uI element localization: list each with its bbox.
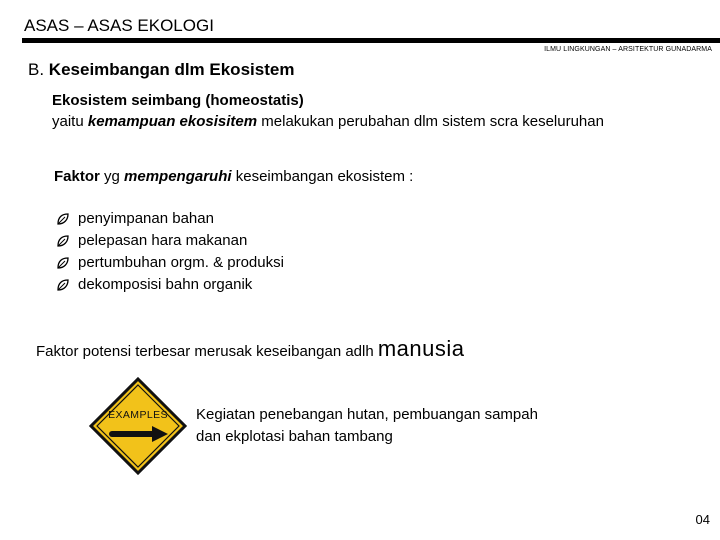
example-line-2: dan ekplotasi bahan tambang bbox=[196, 428, 393, 445]
definition-heading: Ekosistem seimbang (homeostatis) bbox=[52, 92, 304, 109]
definition-block bbox=[52, 90, 604, 132]
list-item-text: penyimpanan bahan bbox=[78, 210, 214, 227]
section-title bbox=[28, 60, 294, 80]
list-item bbox=[56, 252, 284, 274]
examples-road-sign-icon bbox=[88, 376, 188, 476]
factors-word-mempengaruhi: mempengaruhi bbox=[124, 168, 232, 185]
leaf-bullet-icon bbox=[56, 278, 70, 292]
factors-heading bbox=[54, 168, 413, 185]
list-item bbox=[56, 230, 284, 252]
threat-emphasis: manusia bbox=[377, 336, 465, 361]
threat-statement bbox=[36, 336, 465, 362]
slide-header-title: ASAS – ASAS EKOLOGI bbox=[24, 16, 214, 35]
definition-line-rest: melakukan perubahan dlm sistem scra keseluruhan bbox=[257, 113, 604, 130]
leaf-bullet-icon bbox=[56, 212, 70, 226]
example-description bbox=[196, 404, 538, 448]
sign-label: EXAMPLES bbox=[108, 409, 168, 421]
leaf-bullet-icon bbox=[56, 234, 70, 248]
threat-text: Faktor potensi terbesar merusak keseibangan adlh bbox=[36, 343, 378, 360]
factors-word-faktor: Faktor bbox=[54, 168, 100, 185]
section-prefix: B. bbox=[28, 60, 49, 79]
list-item-text: dekomposisi bahn organik bbox=[78, 276, 253, 293]
factor-list bbox=[56, 208, 284, 296]
list-item-text: pelepasan hara makanan bbox=[78, 232, 248, 249]
section-title-text: Keseimbangan dlm Ekosistem bbox=[48, 60, 295, 79]
page-number: 04 bbox=[695, 512, 710, 527]
example-line-1: Kegiatan penebangan hutan, pembuangan sampah bbox=[196, 406, 538, 423]
list-item bbox=[56, 274, 284, 296]
sign-diamond bbox=[91, 379, 185, 473]
definition-emphasis: kemampuan ekosisitem bbox=[87, 113, 258, 130]
list-item bbox=[56, 208, 284, 230]
factors-word-rest: keseimbangan ekosistem : bbox=[231, 168, 414, 185]
list-item-text: pertumbuhan orgm. & produksi bbox=[78, 254, 284, 271]
header-divider bbox=[22, 38, 720, 43]
course-label: ILMU LINGKUNGAN – ARSITEKTUR GUNADARMA bbox=[544, 46, 712, 53]
factors-word-yg: yg bbox=[99, 168, 125, 185]
definition-line-start: yaitu bbox=[52, 113, 88, 130]
definition-line bbox=[52, 111, 604, 132]
leaf-bullet-icon bbox=[56, 256, 70, 270]
